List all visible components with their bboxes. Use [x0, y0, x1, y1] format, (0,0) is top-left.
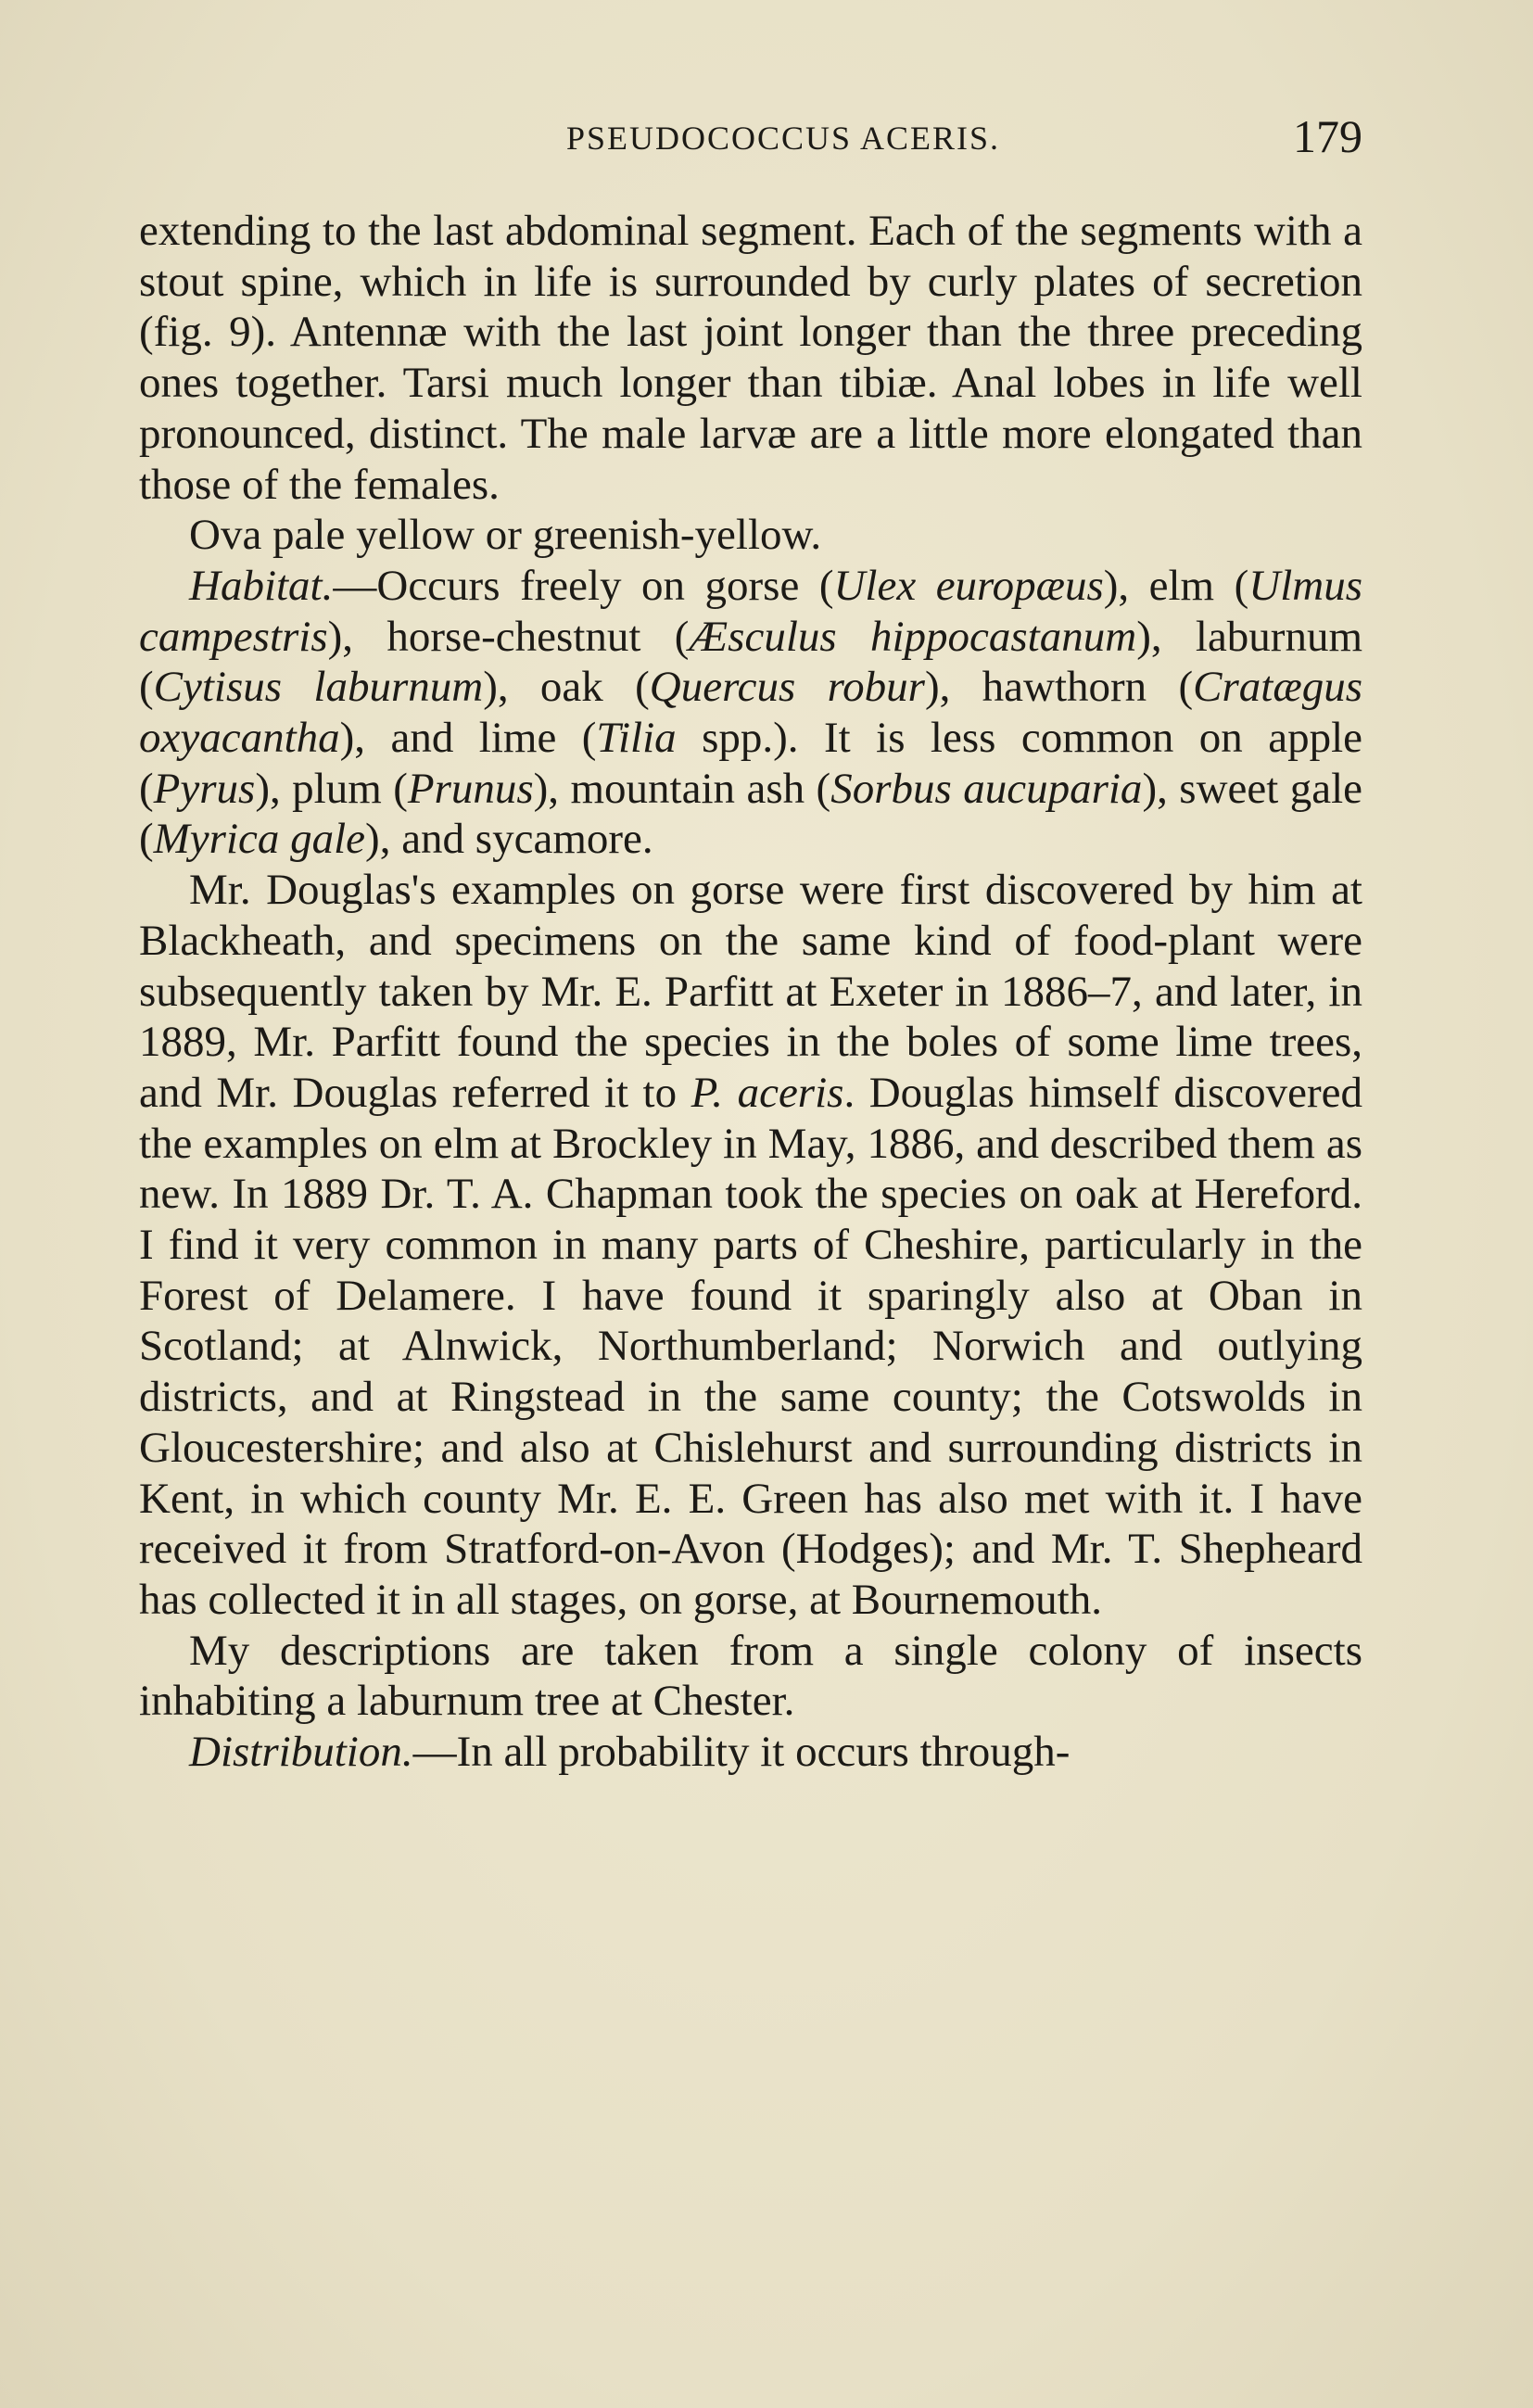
italic-text: Ulex europæus — [833, 561, 1104, 610]
text-run: ), laburnum ( — [139, 612, 1363, 712]
italic-text: Quercus robur — [649, 663, 925, 712]
text-run: ), hawthorn ( — [924, 663, 1194, 712]
running-head — [139, 109, 1362, 174]
italic-text: Cytisus laburnum — [153, 663, 484, 712]
paragraph — [139, 561, 1362, 865]
italic-text: Tilia — [596, 714, 677, 763]
text-run: ), horse-chestnut ( — [327, 612, 690, 661]
italic-text: Myrica gale — [153, 815, 366, 864]
text-run: spp.). It is less common on apple ( — [139, 714, 1362, 813]
text-run: extending to the last abdominal segment. Each of the segments with a stout spine, which in life is surrounded by curly plates of secretion (fig. 9). Antennæ with the last joint longer than the three preceding ones together. Tarsi much longer than tibiæ. Anal lobes in life well pronounced, distinct. The male larvæ are a little more elongated than those of the females. — [139, 207, 1362, 509]
text-run: . Douglas himself discovered the examples on elm at Brockley in May, 1886, and described them as new. In 1889 Dr. T. A. Chapman took the species on oak at Hereford. I find it very common in many parts of Cheshire, particularly in the Forest of Delamere. I have found it sparingly also at Oban in Scotland; at Alnwick, Northumberland; Norwich and outlying districts, and at Ringstead in the same county; the Cotswolds in Gloucestershire; and also at Chislehurst and surrounding districts in Kent, in which county Mr. E. E. Green has also met with it. I have received it from Stratford-on-Avon (Hodges); and Mr. T. Shepheard has collected it in all stages, on gorse, at Bournemouth. — [139, 1068, 1362, 1624]
italic-text: Æsculus hippocastanum — [689, 612, 1137, 661]
text-run: —In all probability it occurs through- — [412, 1728, 1071, 1777]
italic-text: Sorbus aucuparia — [830, 764, 1143, 813]
text-run: ), and lime ( — [339, 714, 597, 763]
text-run: ), elm ( — [1103, 561, 1249, 610]
text-run: Ova pale yellow or greenish-yellow. — [189, 511, 822, 560]
text-run: ), mountain ash ( — [533, 764, 831, 813]
italic-text: Distribution. — [189, 1728, 413, 1777]
paragraph — [139, 206, 1362, 510]
text-run: My descriptions are taken from a single colony of insects inhabiting a laburnum tree at Chester. — [139, 1626, 1362, 1726]
text-run: Mr. Douglas's examples on gorse were first discovered by him at Blackheath, and specimens on the same kind of food-plant were subsequently taken by Mr. E. Parfitt at Exeter in 1886–7, and later, in 1889, Mr. Parfitt found the species in the boles of some lime trees, and Mr. Douglas referred it to — [139, 866, 1362, 1117]
text-run: ), plum ( — [255, 764, 408, 813]
italic-text: Cratægus oxyacantha — [139, 663, 1362, 763]
italic-text: P. aceris — [690, 1068, 844, 1117]
paragraph — [139, 865, 1362, 1626]
text-run: ), oak ( — [483, 663, 650, 712]
italic-text: Pyrus — [153, 764, 256, 813]
paragraph — [139, 1626, 1362, 1727]
paragraph — [139, 510, 1362, 561]
paragraph — [139, 1727, 1362, 1778]
text-run: ), sweet gale ( — [139, 764, 1362, 864]
body-text — [139, 206, 1362, 1778]
text-run: —Occurs freely on gorse ( — [333, 561, 834, 610]
running-title: PSEUDOCOCCUS ACERIS. — [565, 120, 1001, 157]
italic-text: Habitat. — [189, 561, 334, 610]
page-number: 179 — [1293, 110, 1362, 162]
italic-text: Ulmus campestris — [139, 561, 1362, 661]
italic-text: Prunus — [407, 764, 534, 813]
text-run: ), and sycamore. — [365, 815, 653, 864]
